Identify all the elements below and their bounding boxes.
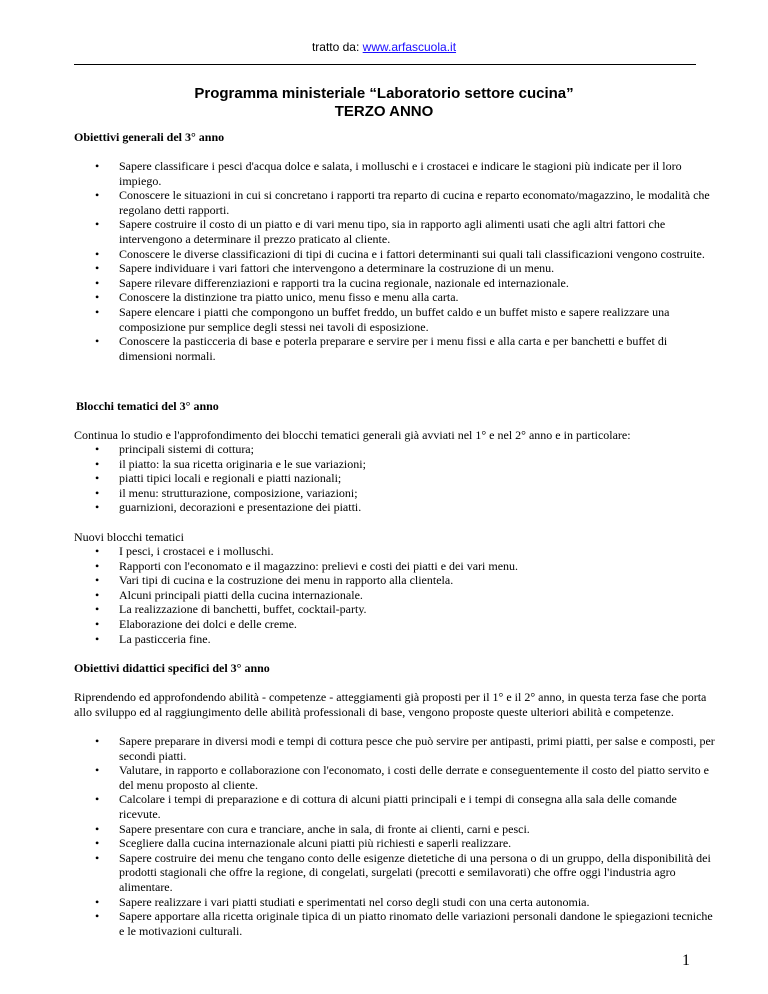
bullet-icon: • <box>95 763 100 778</box>
list-item-text: Sapere elencare i piatti che compongono un buffet freddo, un buffet caldo e un buffet misto e sapere realizzare una composizione pur semplice degli stessi nei tavoli di esposizione. <box>119 304 670 334</box>
list-item-text: Conoscere la pasticceria di base e poterla preparare e servire per i menu fissi e alla carta e per banchetti e buffet di dimensioni normali. <box>119 334 668 363</box>
list-item <box>95 895 717 910</box>
bullet-icon: • <box>95 217 100 232</box>
list-item <box>95 617 717 632</box>
list-item <box>95 159 717 188</box>
bullet-icon: • <box>95 631 100 646</box>
bullet-icon: • <box>95 616 100 631</box>
list-blocchi-tematici <box>95 442 717 515</box>
section-heading-obiettivi-didattici: Obiettivi didattici specifici del 3° anno <box>74 661 270 675</box>
source-header <box>0 40 768 54</box>
list-item <box>95 588 717 603</box>
list-item-text: piatti tipici locali e regionali e piatti nazionali; <box>119 471 342 486</box>
list-item-text: Calcolare i tempi di preparazione e di cottura di alcuni piatti principali e i tempi di consegna alla sala delle comande ricevute. <box>119 792 677 821</box>
list-item-text: il piatto: la sua ricetta originaria e le sue variazioni; <box>119 456 366 471</box>
bullet-icon: • <box>95 456 100 471</box>
bullet-icon: • <box>95 188 100 203</box>
list-item <box>95 290 717 305</box>
list-item <box>95 822 717 837</box>
list-item-text: il menu: strutturazione, composizione, variazioni; <box>119 485 358 500</box>
list-obiettivi-didattici <box>95 734 717 938</box>
bullet-icon: • <box>95 792 100 807</box>
list-item-text: Alcuni principali piatti della cucina internazionale. <box>119 587 363 602</box>
list-item-text: Sapere costruire il costo di un piatto e di vari menu tipo, sia in rapporto agli alimenti usati che agli altri fattori che intervengono a determinare il prezzo praticato al cliente. <box>119 217 666 246</box>
bullet-icon: • <box>95 909 100 924</box>
bullet-icon: • <box>95 485 100 500</box>
bullet-icon: • <box>95 544 100 558</box>
bullet-icon: • <box>95 821 100 836</box>
list-item-text: Conoscere le diverse classificazioni di tipi di cucina e i fattori determinanti sui quali tali classificazioni vengono costruite. <box>119 246 705 261</box>
list-item-text: La pasticceria fine. <box>119 631 211 646</box>
list-item-text: Scegliere dalla cucina internazionale alcuni piatti più richiesti e saperli realizzare. <box>119 836 512 851</box>
list-item-text: Sapere individuare i vari fattori che intervengono a determinare la costruzione di un menu. <box>119 261 555 276</box>
list-item <box>95 442 717 457</box>
list-item <box>95 247 717 262</box>
bullet-icon: • <box>95 894 100 909</box>
list-item <box>95 559 717 574</box>
list-item-text: Conoscere la distinzione tra piatto unico, menu fisso e menu alla carta. <box>119 290 459 305</box>
list-item <box>95 486 717 501</box>
bullet-icon: • <box>95 334 100 349</box>
list-item <box>95 217 717 246</box>
list-item <box>95 500 717 515</box>
list-item-text: Valutare, in rapporto e collaborazione con l'economato, i costi delle derrate e conseguentemente il costo del piatto servito e del menu proposto al cliente. <box>119 763 709 792</box>
list-item <box>95 471 717 486</box>
bullet-icon: • <box>95 471 100 486</box>
list-item <box>95 573 717 588</box>
list-item <box>95 188 717 217</box>
list-item <box>95 734 717 763</box>
section-heading-obiettivi-generali: Obiettivi generali del 3° anno <box>74 130 225 144</box>
list-item <box>95 276 717 291</box>
list-item <box>95 544 717 559</box>
header-divider <box>74 64 696 65</box>
list-item-text: Rapporti con l'economato e il magazzino: prelievi e costi dei piatti e dei vari menu. <box>119 558 519 573</box>
bullet-icon: • <box>95 275 100 290</box>
list-item <box>95 457 717 472</box>
list-item-text: Sapere classificare i pesci d'acqua dolce e salata, i molluschi e i crostacei e indicare le stagioni più indicate per il loro impiego. <box>119 159 682 188</box>
bullet-icon: • <box>95 734 100 748</box>
list-item <box>95 763 717 792</box>
bullet-icon: • <box>95 290 100 305</box>
bullet-icon: • <box>95 587 100 602</box>
bullet-icon: • <box>95 261 100 276</box>
list-item-text: Sapere presentare con cura e tranciare, anche in sala, di fronte ai clienti, carni e pesci. <box>119 821 530 836</box>
list-item-text: Elaborazione dei dolci e delle creme. <box>119 616 297 631</box>
list-item-text: La realizzazione di banchetti, buffet, cocktail-party. <box>119 602 367 617</box>
list-item <box>95 851 717 895</box>
title-line-1: Programma ministeriale “Laboratorio settore cucina” <box>194 85 574 102</box>
document-title <box>0 85 768 121</box>
list-item-text: Sapere rilevare differenziazioni e rapporti tra la cucina regionale, nazionale ed internazionale. <box>119 275 569 290</box>
list-item-text: guarnizioni, decorazioni e presentazione dei piatti. <box>119 500 362 515</box>
list-item <box>95 792 717 821</box>
list-obiettivi-generali <box>95 159 717 363</box>
list-item-text: Sapere apportare alla ricetta originale tipica di un piatto rinomato delle variazioni personali dandone le spiegazioni tecniche e le motivazioni culturali. <box>119 909 713 938</box>
bullet-icon: • <box>95 850 100 865</box>
bullet-icon: • <box>95 500 100 515</box>
list-item <box>95 602 717 617</box>
bullet-icon: • <box>95 602 100 617</box>
list-item <box>95 261 717 276</box>
list-item <box>95 334 717 363</box>
list-item-text: principali sistemi di cottura; <box>119 442 254 456</box>
source-link[interactable]: www.arfascuola.it <box>362 40 457 54</box>
bullet-icon: • <box>95 558 100 573</box>
source-prefix: tratto da: <box>311 40 363 54</box>
list-nuovi-blocchi <box>95 544 717 646</box>
list-item <box>95 836 717 851</box>
bullet-icon: • <box>95 442 100 456</box>
list-item-text: Vari tipi di cucina e la costruzione dei menu in rapporto alla clientela. <box>119 573 454 588</box>
didattici-intro: Riprendendo ed approfondendo abilità - competenze - atteggiamenti già proposti per il 1° e il 2° anno, in questa terza fase che porta allo sviluppo ed al raggiungimento delle abilità professionali di base, vengono proposte queste ulteriori abilità e competenze. <box>74 690 707 719</box>
blocchi-intro: Continua lo studio e l'approfondimento dei blocchi tematici generali già avviati nel 1° e nel 2° anno e in particolare: <box>74 428 631 442</box>
list-item-text: Sapere preparare in diversi modi e tempi di cottura pesce che può servire per antipasti, primi piatti, per salse e composti, per secondi piatti. <box>119 734 715 763</box>
bullet-icon: • <box>95 573 100 588</box>
nuovi-blocchi-heading: Nuovi blocchi tematici <box>74 530 184 544</box>
bullet-icon: • <box>95 836 100 851</box>
list-item-text: I pesci, i crostacei e i molluschi. <box>119 544 274 558</box>
list-item <box>95 909 717 938</box>
bullet-icon: • <box>95 159 100 173</box>
page-number: 1 <box>682 952 690 969</box>
list-item <box>95 632 717 647</box>
list-item <box>95 305 717 334</box>
title-line-2: TERZO ANNO <box>334 103 434 120</box>
list-item-text: Sapere costruire dei menu che tengano conto delle esigenze dietetiche di una persona o di un gruppo, della disponibilità dei prodotti stagionali che offre la regione, di congelati, surgelati (precotti e semilavorati) che offre oggi l'industria agro alimentare. <box>119 850 711 894</box>
bullet-icon: • <box>95 246 100 261</box>
section-heading-blocchi-tematici: Blocchi tematici del 3° anno <box>76 399 219 413</box>
bullet-icon: • <box>95 304 100 319</box>
list-item-text: Sapere realizzare i vari piatti studiati e sperimentati nel corso degli studi con una certa autonomia. <box>119 894 590 909</box>
list-item-text: Conoscere le situazioni in cui si concretano i rapporti tra reparto di cucina e reparto economato/magazzino, le modalità che regolano detti rapporti. <box>119 188 710 217</box>
